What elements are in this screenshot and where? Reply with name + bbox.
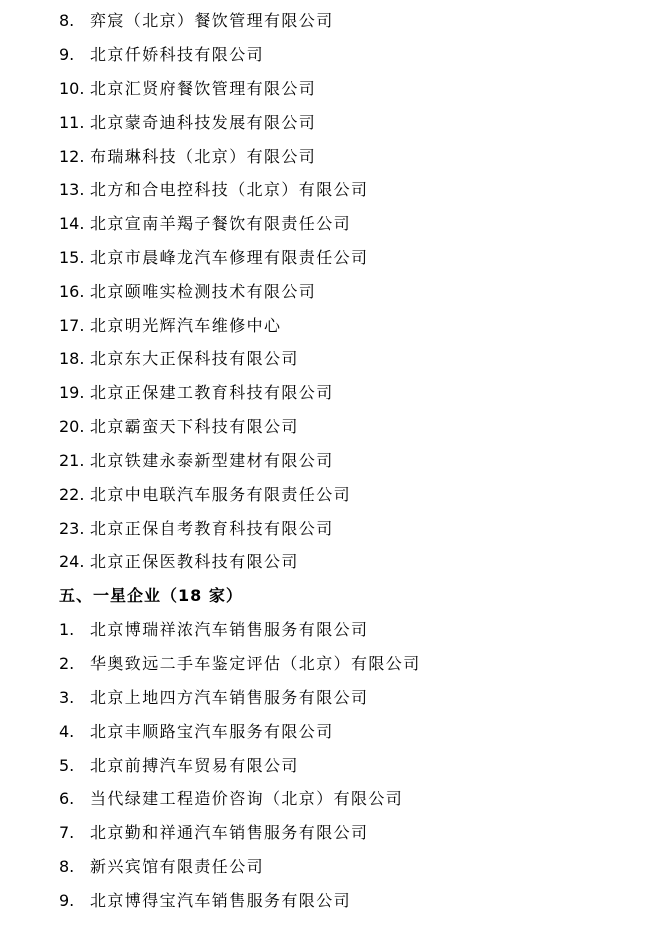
- company-name: 北京博得宝汽车销售服务有限公司: [90, 891, 352, 910]
- list-item: [59, 889, 351, 913]
- company-name: 北京颐唯实检测技术有限公司: [90, 282, 317, 301]
- list-item: [59, 280, 316, 304]
- company-name: 北京蒙奇迪科技发展有限公司: [90, 113, 317, 132]
- list-item: [59, 77, 316, 101]
- list-item: [59, 618, 368, 642]
- company-name: 北京霸蛮天下科技有限公司: [90, 417, 299, 436]
- company-name: 北京正保医教科技有限公司: [90, 552, 299, 571]
- company-name: 北京东大正保科技有限公司: [90, 349, 299, 368]
- company-name: 北京丰顺路宝汽车服务有限公司: [90, 722, 334, 741]
- item-number: 19.: [59, 383, 85, 402]
- list-item: [59, 347, 299, 371]
- list-item: [59, 9, 334, 33]
- company-name: 弈宸（北京）餐饮管理有限公司: [90, 11, 334, 30]
- company-name: 北京博瑞祥浓汽车销售服务有限公司: [90, 620, 369, 639]
- list-item: [59, 246, 368, 270]
- item-number: 9.: [59, 45, 75, 64]
- company-name: 当代绿建工程造价咨询（北京）有限公司: [90, 789, 404, 808]
- company-name: 北京勤和祥通汽车销售服务有限公司: [90, 823, 369, 842]
- list-item: [59, 855, 264, 879]
- item-number: 3.: [59, 688, 75, 707]
- company-name: 北京正保建工教育科技有限公司: [90, 383, 334, 402]
- company-name: 新兴宾馆有限责任公司: [90, 857, 265, 876]
- item-number: 17.: [59, 316, 85, 335]
- list-item: [59, 43, 264, 67]
- item-number: 23.: [59, 519, 85, 538]
- company-name: 北京明光辉汽车维修中心: [90, 316, 282, 335]
- list-item: [59, 415, 299, 439]
- item-number: 16.: [59, 282, 85, 301]
- item-number: 18.: [59, 349, 85, 368]
- list-item: [59, 686, 368, 710]
- company-name: 布瑞琳科技（北京）有限公司: [90, 147, 317, 166]
- section-heading: 五、一星企业（18 家）: [59, 586, 243, 605]
- item-number: 6.: [59, 789, 75, 808]
- list-item: [59, 449, 334, 473]
- list-item: [59, 821, 368, 845]
- company-name: 北京市晨峰龙汽车修理有限责任公司: [90, 248, 369, 267]
- item-number: 22.: [59, 485, 85, 504]
- item-number: 12.: [59, 147, 85, 166]
- company-name: 华奥致远二手车鉴定评估（北京）有限公司: [90, 654, 421, 673]
- company-name: 北京正保自考教育科技有限公司: [90, 519, 334, 538]
- item-number: 15.: [59, 248, 85, 267]
- item-number: 2.: [59, 654, 75, 673]
- list-item: [59, 381, 334, 405]
- item-number: 11.: [59, 113, 85, 132]
- list-item: [59, 787, 403, 811]
- company-name: 北京中电联汽车服务有限责任公司: [90, 485, 352, 504]
- list-item: [59, 517, 334, 541]
- list-item: [59, 720, 334, 744]
- company-name: 北京铁建永泰新型建材有限公司: [90, 451, 334, 470]
- list-item: [59, 550, 299, 574]
- list-item: [59, 652, 421, 676]
- item-number: 13.: [59, 180, 85, 199]
- item-number: 20.: [59, 417, 85, 436]
- list-item: [59, 111, 316, 135]
- item-number: 24.: [59, 552, 85, 571]
- item-number: 14.: [59, 214, 85, 233]
- item-number: 9.: [59, 891, 75, 910]
- company-name: 北方和合电控科技（北京）有限公司: [90, 180, 369, 199]
- list-item: [59, 212, 351, 236]
- list-item: [59, 314, 281, 338]
- item-number: 1.: [59, 620, 75, 639]
- company-name: 北京汇贤府餐饮管理有限公司: [90, 79, 317, 98]
- item-number: 8.: [59, 11, 75, 30]
- company-name: 北京仟娇科技有限公司: [90, 45, 265, 64]
- list-item: [59, 483, 351, 507]
- list-item: [59, 145, 316, 169]
- list-item: [59, 754, 299, 778]
- company-name: 北京宣南羊羯子餐饮有限责任公司: [90, 214, 352, 233]
- item-number: 8.: [59, 857, 75, 876]
- item-number: 7.: [59, 823, 75, 842]
- item-number: 5.: [59, 756, 75, 775]
- item-number: 4.: [59, 722, 75, 741]
- item-number: 10.: [59, 79, 85, 98]
- company-name: 北京前搏汽车贸易有限公司: [90, 756, 299, 775]
- list-item: [59, 178, 368, 202]
- item-number: 21.: [59, 451, 85, 470]
- company-name: 北京上地四方汽车销售服务有限公司: [90, 688, 369, 707]
